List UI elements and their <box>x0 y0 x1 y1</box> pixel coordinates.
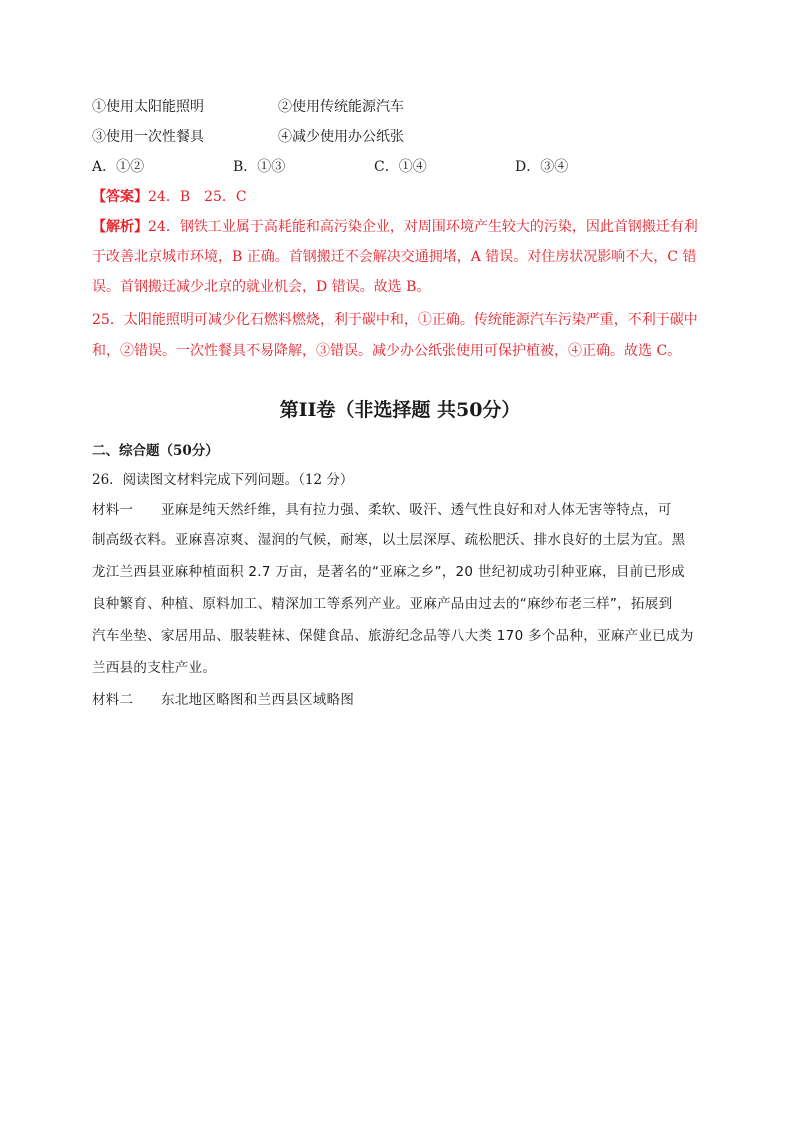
option-3: ③使用一次性餐具 <box>92 129 204 145</box>
analysis-line-2: 于改善北京城市环境，B 正确。首钢搬迁不会解决交通拥堵，A 错误。对住房状况影响不大，C 错 <box>92 249 697 265</box>
answer-text: 24．B 25．C <box>148 189 247 205</box>
material-1-line-5: 汽车坐垫、家居用品、服装鞋袜、保健食品、旅游纪念品等八大类 170 多个品种，亚麻产业已成为 <box>92 628 694 644</box>
section-title: 第II卷（非选择题 共50分） <box>279 399 521 421</box>
option-1: ①使用太阳能照明 <box>92 99 204 115</box>
choice-a: A．①② <box>92 159 145 175</box>
material-1-line-2: 制高级衣料。亚麻喜凉爽、湿润的气候，耐寒，以土层深厚、疏松肥沃、排水良好的土层为宜。黑 <box>92 532 686 548</box>
section-subtitle: 二、综合题（50分） <box>92 443 219 459</box>
question-26-prompt: 26．阅读图文材料完成下列问题。（12 分） <box>92 472 354 488</box>
choice-b: B．①③ <box>233 159 286 175</box>
material-1-line-4: 良种繁育、种植、原料加工、精深加工等系列产业。亚麻产品由过去的“麻纱布老三样”，拓展到 <box>92 596 673 612</box>
material-1-line-3: 龙江兰西县亚麻种植面积 2.7 万亩，是著名的“亚麻之乡”，20 世纪初成功引种亚麻，目前已形成 <box>92 564 685 580</box>
analysis-line-3: 误。首钢搬迁减少北京的就业机会，D 错误。故选 B。 <box>92 279 431 295</box>
material-1-line-1: 材料一 亚麻是纯天然纤维，具有拉力强、柔软、吸汗、透气性良好和对人体无害等特点，可 <box>92 502 672 518</box>
choice-c: C．①④ <box>374 159 427 175</box>
material-2-caption: 材料二 东北地区略图和兰西县区域略图 <box>92 692 355 708</box>
option-4: ④减少使用办公纸张 <box>278 129 404 145</box>
material-1-line-6: 兰西县的支柱产业。 <box>92 660 217 676</box>
answer-line <box>92 187 247 207</box>
analysis-tag: 【解析】 <box>92 219 148 235</box>
analysis-line-1 <box>92 217 698 237</box>
answer-tag: 【答案】 <box>92 189 148 205</box>
choice-d: D．③④ <box>515 159 569 175</box>
analysis-line-4: 25．太阳能照明可减少化石燃料燃烧，利于碳中和，①正确。传统能源汽车污染严重，不利于碳中 <box>92 312 698 328</box>
analysis-line-5: 和，②错误。一次性餐具不易降解，③错误。减少办公纸张使用可保护植被，④正确。故选 C。 <box>92 343 682 359</box>
option-2: ②使用传统能源汽车 <box>278 99 404 115</box>
analysis-text-1: 24．钢铁工业属于高耗能和高污染企业，对周围环境产生较大的污染，因此首钢搬迁有利 <box>148 219 698 235</box>
